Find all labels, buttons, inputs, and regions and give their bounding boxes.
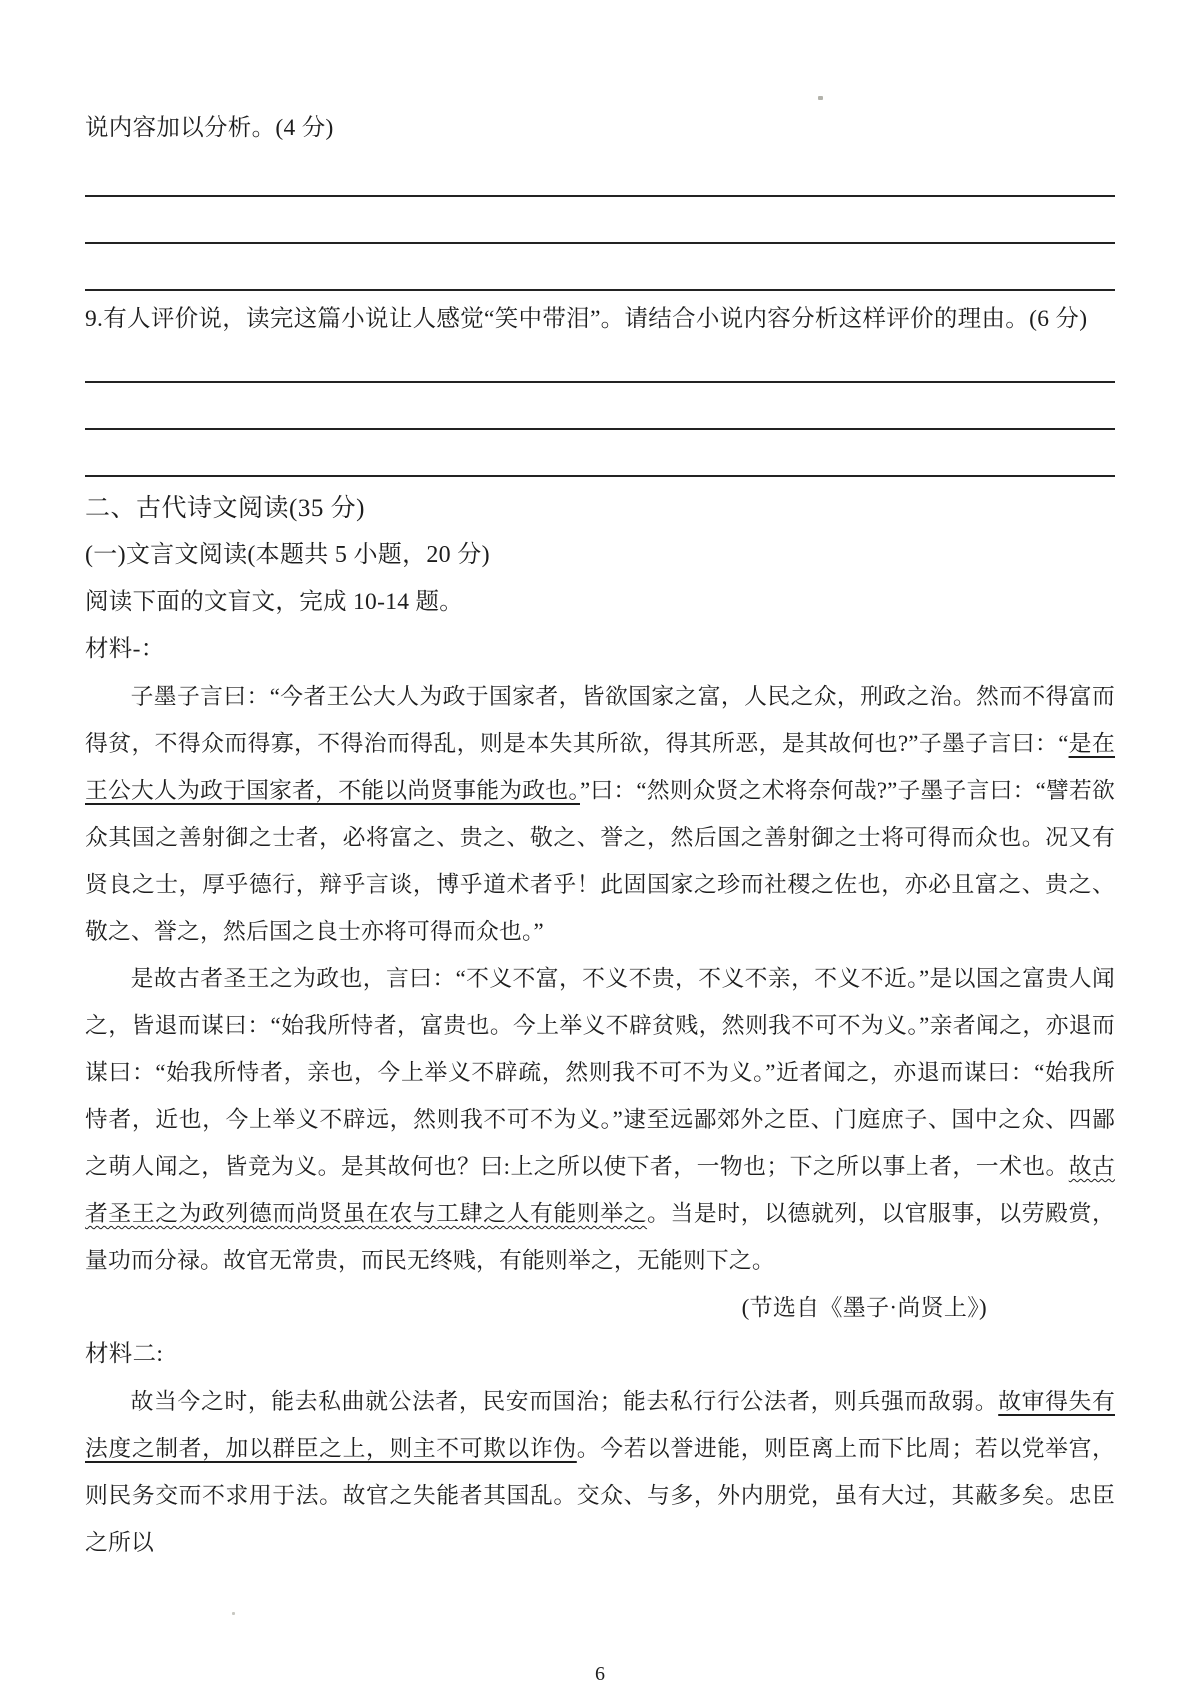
- material1-paragraph-1: [85, 673, 1115, 955]
- material1-label: 材料-：: [85, 636, 165, 662]
- text-segment: 故当今之时，能去私曲就公法者，民安而国治；能去私行行公法者，则兵强而敌弱。: [130, 1389, 999, 1414]
- text-segment: 。当是时，以德就列，以官服事，以劳殿赏，量功而分禄。故官无常贵，而民无终贱，有能则举之，无能则下之。: [85, 1201, 1115, 1273]
- answer-line: [85, 336, 1115, 383]
- passage-instruction: 阅读下面的文盲文，完成 10-14 题。: [85, 589, 464, 615]
- material1-attribution: (节选自《墨子·尚贤上》): [741, 1295, 987, 1320]
- material2-paragraph: [85, 1378, 1115, 1566]
- section-heading: 二、古代诗文阅读(35 分): [85, 495, 365, 522]
- question8-tail-text: 说内容加以分析。(4 分): [85, 115, 334, 141]
- material2-label: 材料二:: [85, 1341, 164, 1367]
- text-segment-solid-underline: 是在王公大人为政于国家者，不能以尚贤事能为政也。: [85, 731, 1116, 803]
- page-number: 6: [595, 1663, 605, 1685]
- question8-answer-lines: [85, 150, 1115, 291]
- text-segment: 子墨子言曰：“今者王公大人为政于国家者，皆欲国家之富，人民之众，刑政之治。然而不得富而得贫，不得众而得寡，不得治而得乱，则是本失其所欲，得其所恶，是其故何也?”子墨子言曰：“: [85, 684, 1115, 756]
- answer-line: [85, 197, 1115, 244]
- answer-line: [85, 430, 1115, 477]
- answer-line: [85, 150, 1115, 197]
- text-segment-solid-underline: 故审得失有法度之制者，加以群臣之上，则主不可欺以诈伪: [85, 1389, 1115, 1461]
- text-segment: ”曰：“然则众贤之术将奈何哉?”子墨子言曰：“譬若欲众其国之善射御之士者，必将富之、贵之、敬之、誉之，然后国之善射御之士将可得而众也。况又有贤良之士，厚乎德行，辩乎言谈，博乎道术者乎！此固国家之珍而社稷之佐也，亦必且富之、贵之、敬之、誉之，然后国之良士亦将可得而众也。”: [85, 778, 1115, 944]
- ink-speck-top: [818, 96, 823, 100]
- subsection-heading: (一)文言文阅读(本题共 5 小题，20 分): [85, 542, 490, 568]
- answer-line: [85, 244, 1115, 291]
- text-segment: 。今若以誉进能，则臣离上而下比周；若以党举宫，则民务交而不求用于法。故官之失能者其国乱。交众、与多，外内朋党，虽有大过，其蔽多矣。忠臣之所以: [85, 1436, 1115, 1555]
- answer-line: [85, 383, 1115, 430]
- question9-answer-lines: [85, 336, 1115, 477]
- text-segment-wavy-underline: 故古者圣王之为政列德而尚贤虽在农与工肆之人有能则举之: [85, 1154, 1115, 1226]
- ink-speck-bottom: [232, 1612, 235, 1615]
- question9-text: 9.有人评价说，读完这篇小说让人感觉“笑中带泪”。请结合小说内容分析这样评价的理由。(6 分): [85, 306, 1088, 332]
- text-segment: 是故古者圣王之为政也，言曰：“不义不富，不义不贵，不义不亲，不义不近。”是以国之富贵人闻之，皆退而谋曰：“始我所恃者，富贵也。今上举义不辟贫贱，然则我不可不为义。”亲者闻之，亦退而谋曰：“始我所恃者，亲也，今上举义不辟疏，然则我不可不为义。”近者闻之，亦退而谋曰：“始我所恃者，近也，今上举义不辟远，然则我不可不为义。”逮至远鄙郊外之臣、门庭庶子、国中之众、四鄙之萌人闻之，皆竞为义。是其故何也？曰:上之所以使下者，一物也；下之所以事上者，一术也。: [85, 966, 1115, 1179]
- material1-paragraph-2: [85, 955, 1115, 1284]
